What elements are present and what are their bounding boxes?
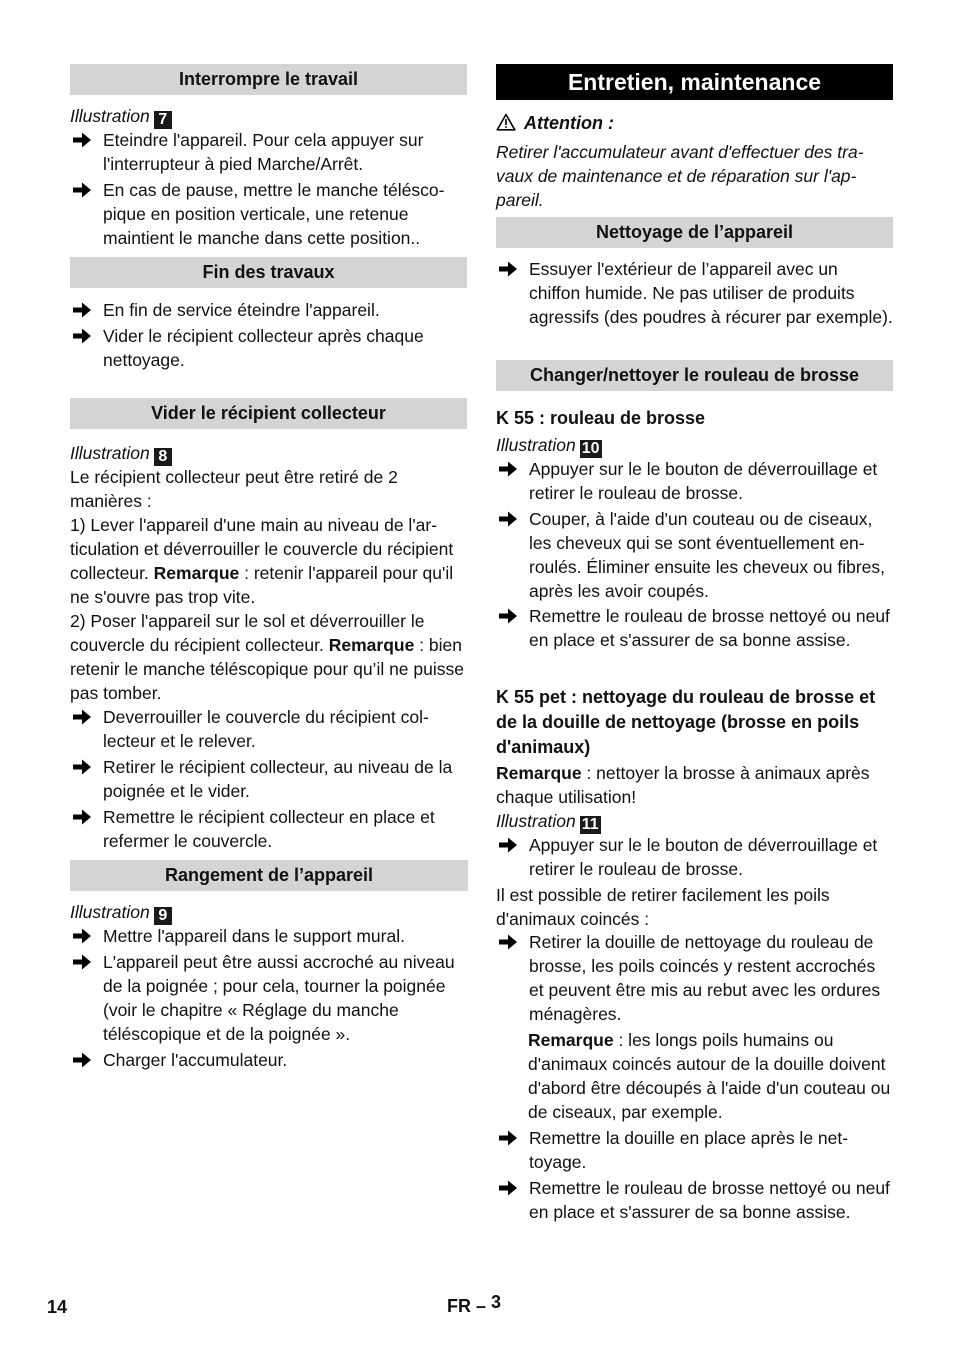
illustration-ref-11 <box>496 809 601 834</box>
list-item <box>70 705 467 753</box>
list-item <box>496 257 893 329</box>
subsection-title-k55-pet: K 55 pet : nettoyage du rouleau de brosse et de la douille de nettoyage (brosse en poils d'animaux) <box>496 687 876 757</box>
section-heading-changer: Changer/nettoyer le rouleau de brosse <box>496 360 893 391</box>
arrow-right-icon <box>498 933 518 951</box>
illustration-ref-10 <box>496 433 602 458</box>
footer-language-page <box>447 1292 502 1317</box>
illustration-label: Illustration <box>70 902 150 922</box>
illustration-number-badge: 9 <box>154 907 172 925</box>
list-item <box>70 755 467 803</box>
arrow-right-icon <box>498 1179 518 1197</box>
illustration-number-badge: 10 <box>581 440 600 457</box>
subsection-title-k55: K 55 : rouleau de brosse <box>496 408 706 428</box>
list-item <box>496 457 893 505</box>
list-item-text: Essuyer l'extérieur de l’appareil avec un chiffon humide. Ne pas utiliser de produits agressifs (des poudres à récurer par exemple). <box>529 259 893 327</box>
list-item-text: Charger l'accumulateur. <box>103 1050 288 1070</box>
list-item-text: En fin de service éteindre l'appareil. <box>103 300 380 320</box>
list-item-text: Retirer le récipient collecteur, au niveau de la poignée et le vider. <box>103 757 453 801</box>
illustration-ref-8 <box>70 441 172 466</box>
attention-heading <box>496 111 614 135</box>
attention-label: Attention : <box>524 113 614 133</box>
footer-dash: – <box>476 1296 487 1316</box>
illustration-ref-7 <box>70 104 172 129</box>
arrow-right-icon <box>72 301 92 319</box>
arrow-right-icon <box>72 1051 92 1069</box>
list-item-text: Deverrouiller le couvercle du récipient collecteur et le relever. <box>103 707 429 751</box>
arrow-right-icon <box>498 836 518 854</box>
list-item <box>70 924 467 948</box>
arrow-right-icon <box>498 607 518 625</box>
warning-triangle-icon <box>496 113 516 131</box>
list-item <box>70 298 467 322</box>
paragraph: 1) Lever l'appareil d'une main au niveau de l'articulation et déverrouiller le couvercle du récipient collecteur. Remarque : retenir l'appareil pour qu'il ne s'ouvre pas trop vite. <box>70 515 454 607</box>
list-item-text: Appuyer sur le le bouton de déverrouillage et retirer le rouleau de brosse. <box>529 459 878 503</box>
list-item-text: Eteindre l'appareil. Pour cela appuyer sur l'interrupteur à pied Marche/Arrêt. <box>103 130 424 174</box>
paragraph: Remarque : nettoyer la brosse à animaux après chaque utilisation! <box>496 763 870 807</box>
illustration-number-badge: 11 <box>581 816 599 833</box>
section-heading-nettoyage: Nettoyage de l’appareil <box>496 217 893 248</box>
list-item <box>496 1126 893 1174</box>
list-item-text: Remettre le rouleau de brosse nettoyé ou neuf en place et s'assurer de sa bonne assise. <box>529 1178 890 1222</box>
arrow-right-icon <box>498 460 518 478</box>
list-item <box>496 604 893 652</box>
list-item <box>496 507 893 603</box>
list-item <box>70 1048 467 1072</box>
arrow-right-icon <box>72 808 92 826</box>
arrow-right-icon <box>72 327 92 345</box>
list-item <box>70 950 467 1046</box>
list-item-text: Retirer la douille de nettoyage du rouleau de brosse, les poils coincés y restent accrochés et peuvent être mis au rebut avec les ordures ménagères. <box>529 932 881 1024</box>
illustration-label: Illustration <box>496 811 576 831</box>
section-heading-interrompre: Interrompre le travail <box>70 64 467 95</box>
list-item-text: Vider le récipient collecteur après chaque nettoyage. <box>103 326 424 370</box>
section-heading-vider: Vider le récipient collecteur <box>70 398 467 429</box>
arrow-right-icon <box>498 510 518 528</box>
section-heading-fin: Fin des travaux <box>70 257 467 288</box>
list-item-text: Couper, à l'aide d'un couteau ou de ciseaux, les cheveux qui se sont éventuellement enroulés. Éliminer ensuite les cheveux ou fibres, après les avoir coupés. <box>529 509 886 601</box>
illustration-number-badge: 7 <box>154 111 172 129</box>
chapter-title: Entretien, maintenance <box>496 64 893 100</box>
arrow-right-icon <box>498 1129 518 1147</box>
illustration-number-badge: 8 <box>154 448 172 466</box>
arrow-right-icon <box>72 708 92 726</box>
list-item <box>70 128 467 176</box>
arrow-right-icon <box>498 260 518 278</box>
list-item <box>496 930 893 1026</box>
arrow-right-icon <box>72 953 92 971</box>
page-number: 14 <box>47 1297 68 1317</box>
list-item-text: Appuyer sur le le bouton de déverrouillage et retirer le rouleau de brosse. <box>529 835 878 879</box>
list-item-text: Remettre la douille en place après le nettoyage. <box>529 1128 849 1172</box>
paragraph: Le récipient collecteur peut être retiré de 2 manières : <box>70 467 398 511</box>
paragraph: Il est possible de retirer facilement les poils d'animaux coincés : <box>496 885 830 929</box>
list-item-text: Mettre l'appareil dans le support mural. <box>103 926 405 946</box>
attention-text: Retirer l'accumulateur avant d'effectuer des travaux de maintenance et de réparation sur l'appareil. <box>496 142 864 210</box>
language-code: FR <box>447 1296 471 1316</box>
list-item <box>70 324 467 372</box>
list-item <box>496 833 893 881</box>
illustration-label: Illustration <box>70 106 150 126</box>
list-item-text: L'appareil peut être aussi accroché au niveau de la poignée ; pour cela, tourner la poignée (voir le chapitre « Réglage du manche téléscopique et de la poignée ». <box>103 952 455 1044</box>
paragraph: 2) Poser l'appareil sur le sol et déverrouiller le couvercle du récipient collecteur. Remarque : bien retenir le manche téléscopique pour qu’il ne puisse pas tomber. <box>70 611 464 703</box>
illustration-label: Illustration <box>70 443 150 463</box>
arrow-right-icon <box>72 927 92 945</box>
list-item-text: Remettre le rouleau de brosse nettoyé ou neuf en place et s'assurer de sa bonne assise. <box>529 606 890 650</box>
list-item-text: Remettre le récipient collecteur en place et refermer le couvercle. <box>103 807 435 851</box>
list-item-text: En cas de pause, mettre le manche téléscopique en position verticale, une retenue maintient le manche dans cette position.. <box>103 180 445 248</box>
illustration-ref-9 <box>70 900 172 925</box>
list-item <box>70 805 467 853</box>
illustration-label: Illustration <box>496 435 576 455</box>
section-heading-rangement: Rangement de l’appareil <box>70 860 468 891</box>
list-item <box>496 1176 893 1224</box>
list-item <box>70 178 467 250</box>
arrow-right-icon <box>72 131 92 149</box>
section-page-number: 3 <box>491 1292 502 1312</box>
arrow-right-icon <box>72 181 92 199</box>
arrow-right-icon <box>72 758 92 776</box>
note-paragraph: Remarque : les longs poils humains ou d'animaux coincés autour de la douille doivent d'abord être découpés à l'aide d'un couteau ou de ciseaux, par exemple. <box>528 1030 891 1122</box>
